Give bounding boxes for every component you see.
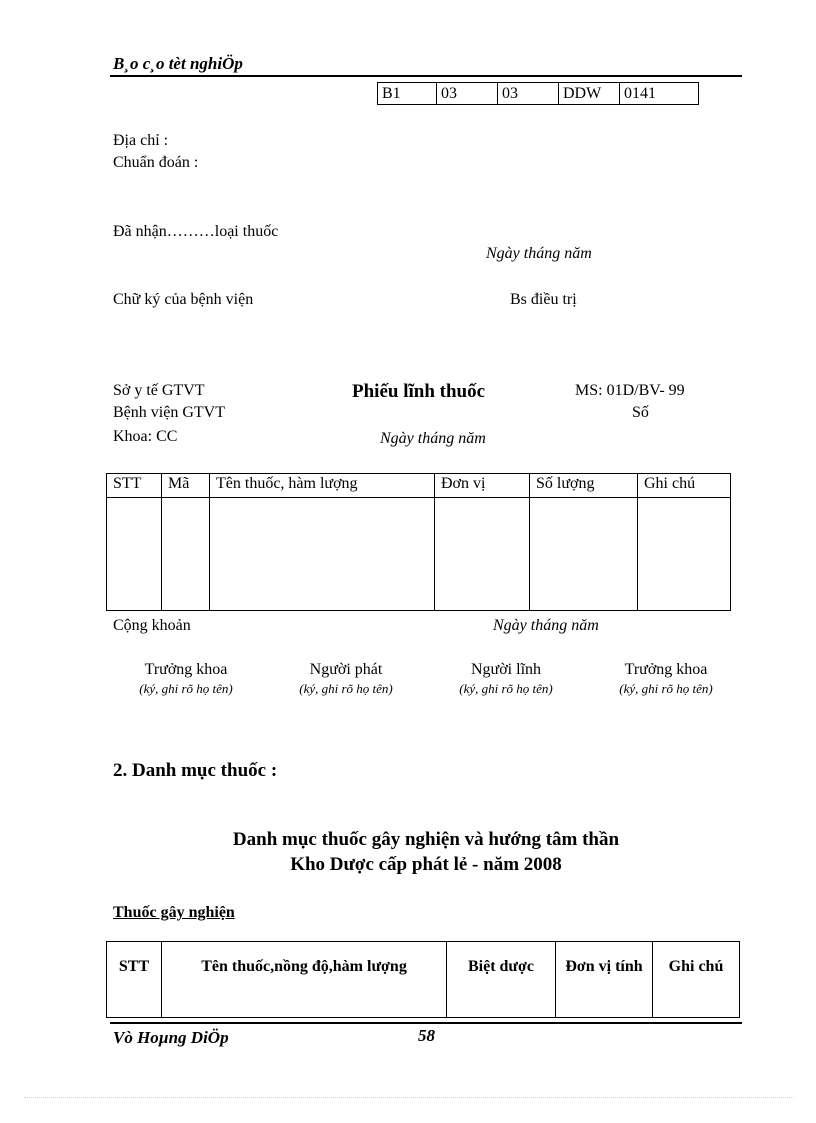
signature-block (111, 661, 261, 697)
code-boxes (377, 82, 699, 105)
table-cell (210, 498, 435, 611)
table-cell (107, 498, 162, 611)
column-header: Biệt dược (447, 942, 556, 1018)
column-header: Đơn vị (435, 474, 530, 498)
total-label: Cộng khoản (113, 617, 191, 634)
code-box: 03 (498, 83, 559, 105)
slip-date-line: Ngày tháng năm (380, 430, 486, 447)
column-header: Tên thuốc,nồng độ,hàm lượng (162, 942, 447, 1018)
header-rule (110, 75, 742, 77)
table-cell (162, 498, 210, 611)
dept-of-health: Sở y tế GTVT (113, 382, 205, 399)
table-cell (435, 498, 530, 611)
footer-rule (110, 1022, 742, 1024)
slip-title: Phiếu lĩnh thuốc (352, 381, 486, 402)
page-number: 58 (418, 1026, 435, 1045)
signature-note: (ký, ghi rõ họ tên) (619, 681, 713, 696)
section-title-line2: Kho Dược cấp phát lẻ - năm 2008 (290, 854, 562, 875)
section-heading: 2. Danh mục thuốc : (113, 760, 278, 781)
section-title-line1: Danh mục thuốc gây nghiện và hướng tâm thần (232, 829, 620, 850)
page-edge-rule (24, 1097, 794, 1098)
column-header: Ghi chú (653, 942, 740, 1018)
signature-role: Người phát (309, 661, 383, 678)
date-line: Ngày tháng năm (486, 245, 592, 262)
column-header: Đơn vị tính (556, 942, 653, 1018)
signature-role: Trưởng khoa (144, 661, 228, 678)
code-box: DDW (559, 83, 620, 105)
table-cell (530, 498, 638, 611)
ward-label: Khoa: CC (113, 428, 178, 445)
ms-code: MS: 01D/BV- 99 (575, 382, 685, 399)
slip-number: Số (632, 404, 649, 421)
signature-block (431, 661, 581, 697)
narcotics-table (106, 941, 740, 1018)
hospital-signature-label: Chữ ký của bệnh viện (113, 291, 254, 308)
column-header: STT (107, 942, 162, 1018)
hospital-name: Bệnh viện GTVT (113, 404, 225, 421)
subheading: Thuốc gây nghiện (113, 904, 235, 921)
footer-author: Vò Hoµng DiÖp (113, 1028, 229, 1047)
column-header: Ghi chú (638, 474, 731, 498)
signature-note: (ký, ghi rõ họ tên) (139, 681, 233, 696)
signature-block (271, 661, 421, 697)
code-box: B1 (378, 83, 437, 105)
doctor-label: Bs điều trị (510, 291, 577, 308)
column-header: Mã (162, 474, 210, 498)
diagnosis-label: Chuẩn đoán : (113, 154, 199, 171)
received-label: Đã nhận………loại thuốc (113, 223, 279, 240)
code-box: 0141 (620, 83, 699, 105)
code-box: 03 (437, 83, 498, 105)
signature-role: Trưởng khoa (624, 661, 708, 678)
signature-role: Người lĩnh (470, 661, 542, 678)
report-header-title: B¸o c¸o tèt nghiÖp (113, 54, 243, 73)
medicine-slip-table (106, 473, 731, 611)
signature-note: (ký, ghi rõ họ tên) (459, 681, 553, 696)
table-cell (638, 498, 731, 611)
signature-note: (ký, ghi rõ họ tên) (299, 681, 393, 696)
column-header: Tên thuốc, hàm lượng (210, 474, 435, 498)
total-date-line: Ngày tháng năm (493, 617, 599, 634)
column-header: Số lượng (530, 474, 638, 498)
column-header: STT (107, 474, 162, 498)
signature-block (591, 661, 741, 697)
address-label: Địa chỉ : (113, 132, 169, 149)
